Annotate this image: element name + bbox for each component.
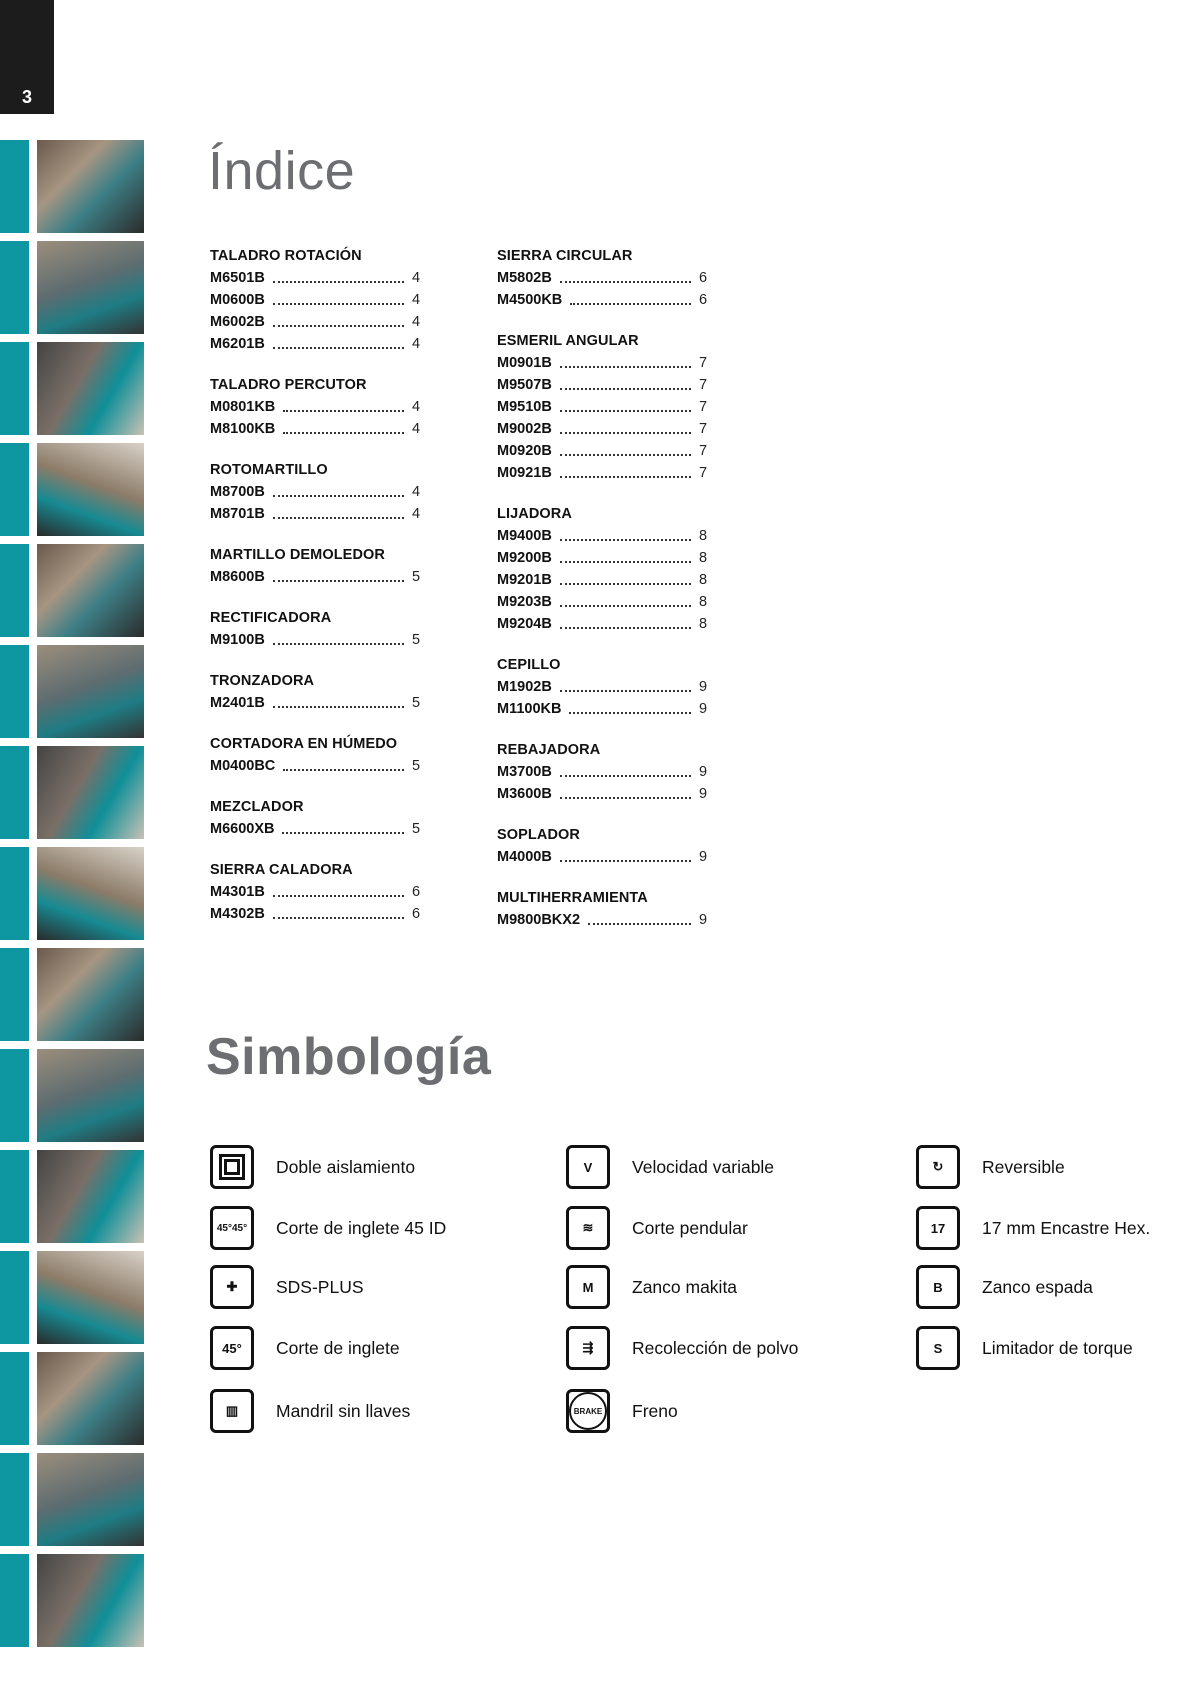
sds-plus-icon: ✚	[210, 1265, 254, 1309]
dot-leader	[283, 409, 404, 412]
symbol-label: Corte de inglete	[276, 1337, 400, 1358]
symbol-item	[916, 1206, 1150, 1250]
miter-icon: 45°	[210, 1326, 254, 1370]
model-code: M8600B	[210, 569, 265, 585]
model-code: M5802B	[497, 270, 552, 286]
section-title: MARTILLO DEMOLEDOR	[210, 547, 385, 563]
photo-thumb	[0, 645, 145, 738]
index-column-right	[497, 245, 707, 950]
dot-leader	[273, 346, 404, 349]
dot-leader	[560, 409, 691, 412]
dot-leader	[273, 280, 404, 283]
symbol-label: Mandril sin llaves	[276, 1400, 411, 1421]
index-section	[497, 824, 707, 868]
index-entry	[497, 462, 707, 484]
index-entry	[497, 761, 707, 783]
dot-leader	[560, 365, 691, 368]
photo-thumb	[0, 847, 145, 940]
index-entry	[497, 547, 707, 569]
model-code: M9002B	[497, 421, 552, 437]
model-code: M8100KB	[210, 421, 276, 437]
symbol-label: Zanco espada	[982, 1276, 1093, 1297]
pendulum-cut-icon: ≋	[566, 1206, 610, 1250]
page-ref: 4	[412, 506, 421, 522]
index-entry	[497, 569, 707, 591]
model-code: M9201B	[497, 572, 552, 588]
photo-thumb	[0, 948, 145, 1041]
page-ref: 6	[412, 906, 421, 922]
dot-leader	[560, 582, 691, 585]
model-code: M9203B	[497, 594, 552, 610]
index-section	[210, 544, 420, 588]
page-ref: 4	[412, 336, 421, 352]
variable-speed-icon: V	[566, 1145, 610, 1189]
dot-leader	[282, 831, 404, 834]
index-entry	[210, 903, 420, 925]
section-title: MEZCLADOR	[210, 799, 304, 815]
index-entry	[210, 311, 420, 333]
dot-leader	[560, 604, 691, 607]
symbol-item	[566, 1389, 678, 1433]
index-entry	[210, 418, 420, 440]
dot-leader	[283, 768, 404, 771]
dot-leader	[273, 705, 404, 708]
symbol-item	[566, 1326, 798, 1370]
index-entry	[210, 289, 420, 311]
index-entry	[210, 818, 420, 840]
symbol-item	[210, 1326, 400, 1370]
section-title: LIJADORA	[497, 506, 572, 522]
photo-thumb	[0, 746, 145, 839]
index-entry	[497, 613, 707, 635]
model-code: M0400BC	[210, 758, 276, 774]
section-title: REBAJADORA	[497, 742, 601, 758]
section-title: ROTOMARTILLO	[210, 462, 328, 478]
model-code: M6501B	[210, 270, 265, 286]
symbol-label: Recolección de polvo	[632, 1337, 799, 1358]
photo-thumb	[0, 1251, 145, 1344]
symbol-label: Corte de inglete 45 ID	[276, 1217, 447, 1238]
page-ref: 7	[699, 421, 708, 437]
dot-leader	[560, 387, 691, 390]
model-code: M3700B	[497, 764, 552, 780]
model-code: M0901B	[497, 355, 552, 371]
page-ref: 9	[699, 679, 708, 695]
section-title: TALADRO PERCUTOR	[210, 377, 367, 393]
section-title: TALADRO ROTACIÓN	[210, 248, 362, 264]
photo-strip	[0, 140, 145, 1655]
model-code: M9400B	[497, 528, 552, 544]
photo-thumb	[0, 1150, 145, 1243]
index-entry	[497, 525, 707, 547]
model-code: M9204B	[497, 616, 552, 632]
miter-45-icon: 45°45°	[210, 1206, 254, 1250]
index-entry	[210, 333, 420, 355]
symbol-item	[210, 1206, 446, 1250]
page-ref: 7	[699, 465, 708, 481]
symbol-label: Freno	[632, 1400, 678, 1421]
dot-leader	[273, 642, 404, 645]
index-entry	[497, 909, 707, 931]
page-ref: 5	[412, 758, 421, 774]
photo-thumb	[0, 1352, 145, 1445]
index-entry	[497, 352, 707, 374]
index-entry	[210, 566, 420, 588]
index-section	[497, 330, 707, 484]
index-column-left	[210, 245, 420, 944]
index-section	[210, 374, 420, 440]
model-code: M8701B	[210, 506, 265, 522]
page-ref: 4	[412, 314, 421, 330]
photo-thumb	[0, 1453, 145, 1546]
page-ref: 4	[412, 399, 421, 415]
dot-leader	[560, 859, 691, 862]
index-entry	[497, 289, 707, 311]
model-code: M8700B	[210, 484, 265, 500]
dot-leader	[273, 494, 404, 497]
page-ref: 5	[412, 569, 421, 585]
dot-leader	[273, 894, 404, 897]
page-ref: 8	[699, 528, 708, 544]
dot-leader	[560, 774, 691, 777]
index-section	[210, 245, 420, 355]
dot-leader	[588, 922, 691, 925]
dot-leader	[273, 516, 404, 519]
page-ref: 9	[699, 764, 708, 780]
index-section	[210, 607, 420, 651]
index-entry	[497, 267, 707, 289]
symbol-label: 17 mm Encastre Hex.	[982, 1217, 1151, 1238]
symbol-item	[916, 1326, 1133, 1370]
page-ref: 5	[412, 695, 421, 711]
symbol-label: Velocidad variable	[632, 1156, 775, 1177]
symbols-title: Simbología	[206, 1028, 492, 1086]
page-ref: 4	[412, 421, 421, 437]
photo-thumb	[0, 241, 145, 334]
page-ref: 8	[699, 572, 708, 588]
page-ref: 6	[699, 292, 708, 308]
model-code: M6002B	[210, 314, 265, 330]
dot-leader	[273, 324, 404, 327]
index-section	[497, 739, 707, 805]
symbol-item	[566, 1145, 774, 1189]
index-entry	[210, 629, 420, 651]
index-entry	[497, 591, 707, 613]
dot-leader	[569, 711, 691, 714]
blade-shank-icon: B	[916, 1265, 960, 1309]
page-ref: 9	[699, 786, 708, 802]
model-code: M3600B	[497, 786, 552, 802]
dot-leader	[560, 431, 691, 434]
photo-thumb	[0, 1554, 145, 1647]
index-entry	[497, 783, 707, 805]
page-ref: 7	[699, 355, 708, 371]
dot-leader	[560, 560, 691, 563]
index-section	[210, 670, 420, 714]
dot-leader	[273, 302, 404, 305]
dot-leader	[560, 280, 691, 283]
symbol-label: Limitador de torque	[982, 1337, 1133, 1358]
index-entry	[497, 846, 707, 868]
page-ref: 8	[699, 594, 708, 610]
index-entry	[210, 396, 420, 418]
symbol-item	[916, 1145, 1065, 1189]
model-code: M4000B	[497, 849, 552, 865]
page-ref: 5	[412, 821, 421, 837]
section-title: SOPLADOR	[497, 827, 580, 843]
keyless-chuck-icon: ▥	[210, 1389, 254, 1433]
section-title: RECTIFICADORA	[210, 610, 332, 626]
page-number: 3	[0, 0, 54, 114]
index-section	[210, 859, 420, 925]
dust-collection-icon: ⇶	[566, 1326, 610, 1370]
section-title: MULTIHERRAMIENTA	[497, 890, 648, 906]
symbol-item	[566, 1265, 737, 1309]
section-title: CORTADORA EN HÚMEDO	[210, 736, 398, 752]
double-insulation-icon	[210, 1145, 254, 1189]
dot-leader	[560, 453, 691, 456]
index-entry	[497, 698, 707, 720]
symbol-item	[916, 1265, 1093, 1309]
page-ref: 4	[412, 270, 421, 286]
symbol-item	[566, 1206, 748, 1250]
index-entry	[497, 374, 707, 396]
dot-leader	[560, 689, 691, 692]
torque-limiter-icon: S	[916, 1326, 960, 1370]
reversible-icon: ↻	[916, 1145, 960, 1189]
page-ref: 5	[412, 632, 421, 648]
index-section	[497, 887, 707, 931]
symbol-label: Zanco makita	[632, 1276, 738, 1297]
section-title: SIERRA CALADORA	[210, 862, 353, 878]
section-title: CEPILLO	[497, 657, 561, 673]
model-code: M9510B	[497, 399, 552, 415]
symbol-label: SDS-PLUS	[276, 1276, 364, 1297]
index-entry	[210, 755, 420, 777]
page-ref: 9	[699, 849, 708, 865]
symbol-item	[210, 1389, 410, 1433]
symbol-label: Corte pendular	[632, 1217, 748, 1238]
index-section	[210, 459, 420, 525]
dot-leader	[560, 796, 691, 799]
photo-thumb	[0, 342, 145, 435]
hex-17mm-icon: 17	[916, 1206, 960, 1250]
model-code: M9800BKX2	[497, 912, 581, 928]
page-ref: 9	[699, 701, 708, 717]
model-code: M2401B	[210, 695, 265, 711]
index-entry	[210, 692, 420, 714]
index-entry	[497, 396, 707, 418]
page-ref: 6	[699, 270, 708, 286]
dot-leader	[273, 916, 404, 919]
index-section	[210, 733, 420, 777]
page-ref: 4	[412, 292, 421, 308]
model-code: M4302B	[210, 906, 265, 922]
symbol-item	[210, 1265, 364, 1309]
model-code: M0801KB	[210, 399, 276, 415]
dot-leader	[560, 626, 691, 629]
model-code: M4301B	[210, 884, 265, 900]
model-code: M1902B	[497, 679, 552, 695]
model-code: M0920B	[497, 443, 552, 459]
index-entry	[210, 503, 420, 525]
page-ref: 6	[412, 884, 421, 900]
index-entry	[210, 267, 420, 289]
page-ref: 7	[699, 443, 708, 459]
makita-shank-icon: M	[566, 1265, 610, 1309]
index-entry	[210, 881, 420, 903]
model-code: M9507B	[497, 377, 552, 393]
model-code: M6600XB	[210, 821, 275, 837]
symbol-label: Doble aislamiento	[276, 1156, 416, 1177]
section-title: ESMERIL ANGULAR	[497, 333, 639, 349]
index-title: Índice	[208, 141, 356, 201]
photo-thumb	[0, 1049, 145, 1142]
symbol-item	[210, 1145, 415, 1189]
photo-thumb	[0, 443, 145, 536]
symbol-label: Reversible	[982, 1156, 1065, 1177]
index-section	[497, 503, 707, 635]
model-code: M6201B	[210, 336, 265, 352]
page-ref: 8	[699, 550, 708, 566]
index-entry	[497, 676, 707, 698]
dot-leader	[283, 431, 404, 434]
model-code: M0600B	[210, 292, 265, 308]
model-code: M0921B	[497, 465, 552, 481]
index-entry	[497, 440, 707, 462]
page-ref: 8	[699, 616, 708, 632]
photo-thumb	[0, 140, 145, 233]
dot-leader	[273, 579, 404, 582]
section-title: TRONZADORA	[210, 673, 315, 689]
dot-leader	[560, 538, 691, 541]
page-ref: 7	[699, 399, 708, 415]
page-ref: 9	[699, 912, 708, 928]
section-title: SIERRA CIRCULAR	[497, 248, 633, 264]
index-section	[210, 796, 420, 840]
brake-icon: BRAKE	[566, 1389, 610, 1433]
model-code: M9100B	[210, 632, 265, 648]
page-ref: 7	[699, 377, 708, 393]
index-section	[497, 654, 707, 720]
model-code: M9200B	[497, 550, 552, 566]
model-code: M4500KB	[497, 292, 563, 308]
index-entry	[497, 418, 707, 440]
dot-leader	[570, 302, 691, 305]
index-section	[497, 245, 707, 311]
page-ref: 4	[412, 484, 421, 500]
model-code: M1100KB	[497, 701, 562, 717]
index-entry	[210, 481, 420, 503]
dot-leader	[560, 475, 691, 478]
photo-thumb	[0, 544, 145, 637]
